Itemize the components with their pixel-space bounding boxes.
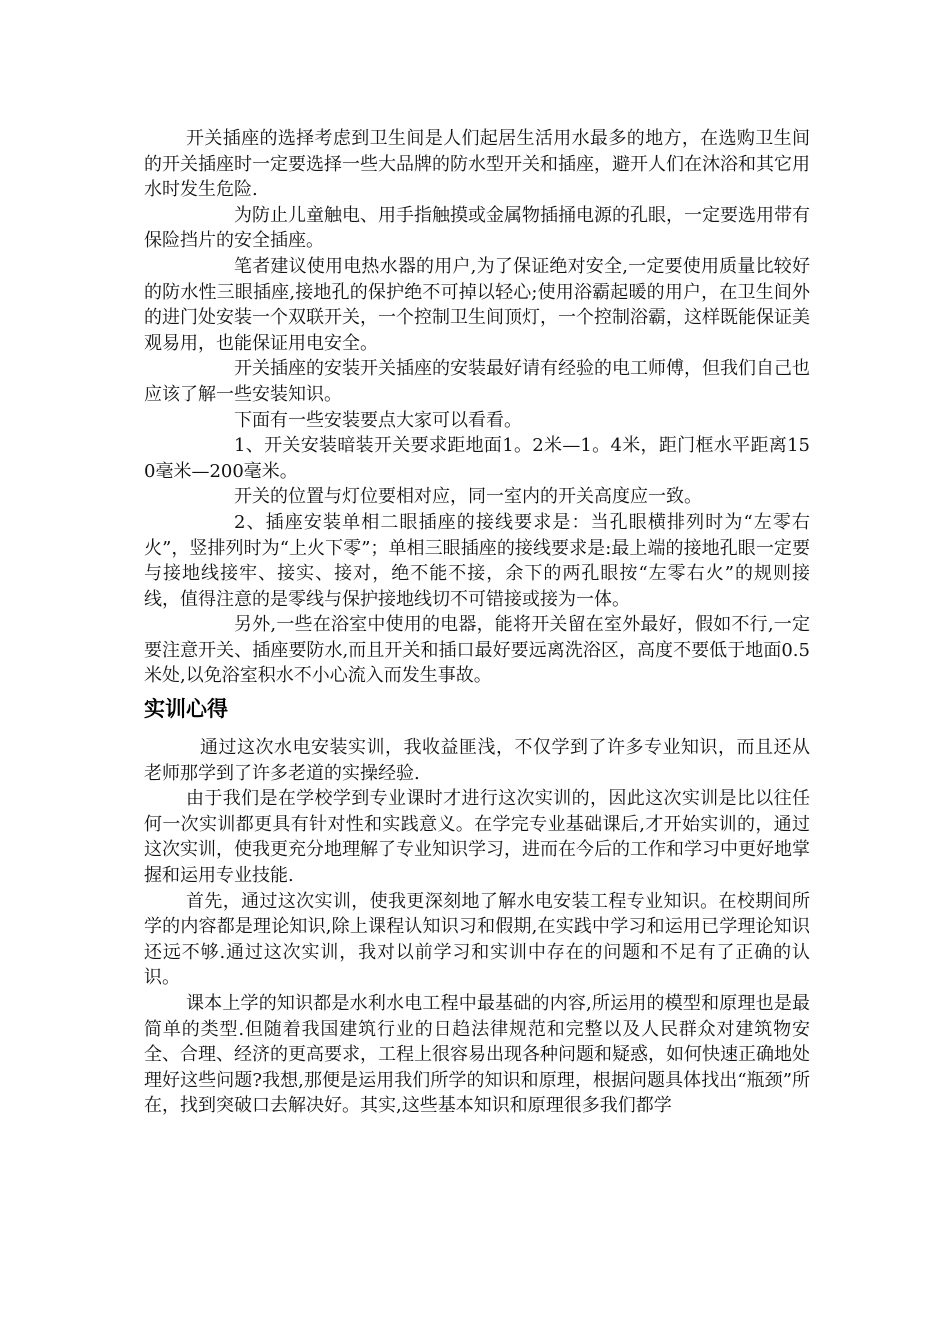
document-body [144, 126, 810, 1119]
section-heading-training-reflection: 实训心得 [144, 697, 228, 722]
paragraph-installation-intro: 开关插座的安装开关插座的安装最好请有经验的电工师傅，但我们自己也应该了解一些安装知识。 [144, 358, 810, 405]
paragraph-bathroom-appliances: 另外,一些在浴室中使用的电器，能将开关留在室外最好，假如不行,一定要注意开关、插座要防水,而且开关和插口最好要远离洗浴区，高度不要低于地面0.5米处,以免浴室积水不小心流入而发生事故。 [144, 614, 810, 687]
paragraph-installation-points: 下面有一些安装要点大家可以看看。 [234, 409, 522, 431]
paragraph-training-significance: 由于我们是在学校学到专业课时才进行这次实训的，因此这次实训是比以往任何一次实训都更具有针对性和实践意义。在学完专业基础课后,才开始实训的，通过这次实训，使我更充分地理解了专业知识学习，进而在今后的工作和学习中更好地掌握和运用专业技能. [144, 788, 810, 887]
paragraph-training-gain: 通过这次水电安装实训，我收益匪浅，不仅学到了许多专业知识，而且还从老师那学到了许多老道的实操经验. [144, 737, 810, 784]
paragraph-switch-position: 开关的位置与灯位要相对应，同一室内的开关高度应一致。 [234, 486, 702, 508]
paragraph-water-heater-advice: 笔者建议使用电热水器的用户,为了保证绝对安全,一定要使用质量比较好的防水性三眼插座,接地孔的保护绝不可掉以轻心;使用浴霸起暖的用户，在卫生间外的进门处安装一个双联开关，一个控制卫生间顶灯，一个控制浴霸，这样既能保证美观易用，也能保证用电安全。 [144, 255, 810, 354]
paragraph-switch-socket-selection: 开关插座的选择考虑到卫生间是人们起居生活用水最多的地方，在选购卫生间的开关插座时一定要选择一些大品牌的防水型开关和插座，避开人们在沐浴和其它用水时发生危险. [144, 128, 810, 201]
paragraph-child-safety: 为防止儿童触电、用手指触摸或金属物插捅电源的孔眼，一定要选用带有保险挡片的安全插座。 [144, 204, 810, 252]
paragraph-textbook-knowledge: 课本上学的知识都是水利水电工程中最基础的内容,所运用的模型和原理也是最简单的类型.但随着我国建筑行业的日趋法律规范和完整以及人民群众对建筑物安全、合理、经济的更高要求，工程上很容易出现各种问题和疑惑，如何快速正确地处理好这些问题?我想,那便是运用我们所学的知识和原理，根据问题具体找出“瓶颈”所在，找到突破口去解决好。其实,这些基本知识和原理很多我们都学 [144, 993, 810, 1117]
paragraph-training-understanding: 首先，通过这次实训，使我更深刻地了解水电安装工程专业知识。在校期间所学的内容都是理论知识,除上课程认知识习和假期,在实践中学习和运用已学理论知识还远不够.通过这次实训，我对以前学习和实训中存在的问题和不足有了正确的认识。 [144, 890, 810, 989]
paragraph-socket-installation: 2、插座安装单相二眼插座的接线要求是：当孔眼横排列时为“左零右火”，竖排列时为“上火下零”；单相三眼插座的接线要求是:最上端的接地孔眼一定要与接地线接牢、接实、接对，绝不能不接，余下的两孔眼按“左零右火”的规则接线，值得注意的是零线与保护接地线切不可错接或接为一体。 [144, 511, 810, 610]
paragraph-switch-installation: 1、开关安装暗装开关要求距地面1。2米—1。4米，距门框水平距离150毫米—200毫米。 [144, 435, 810, 482]
